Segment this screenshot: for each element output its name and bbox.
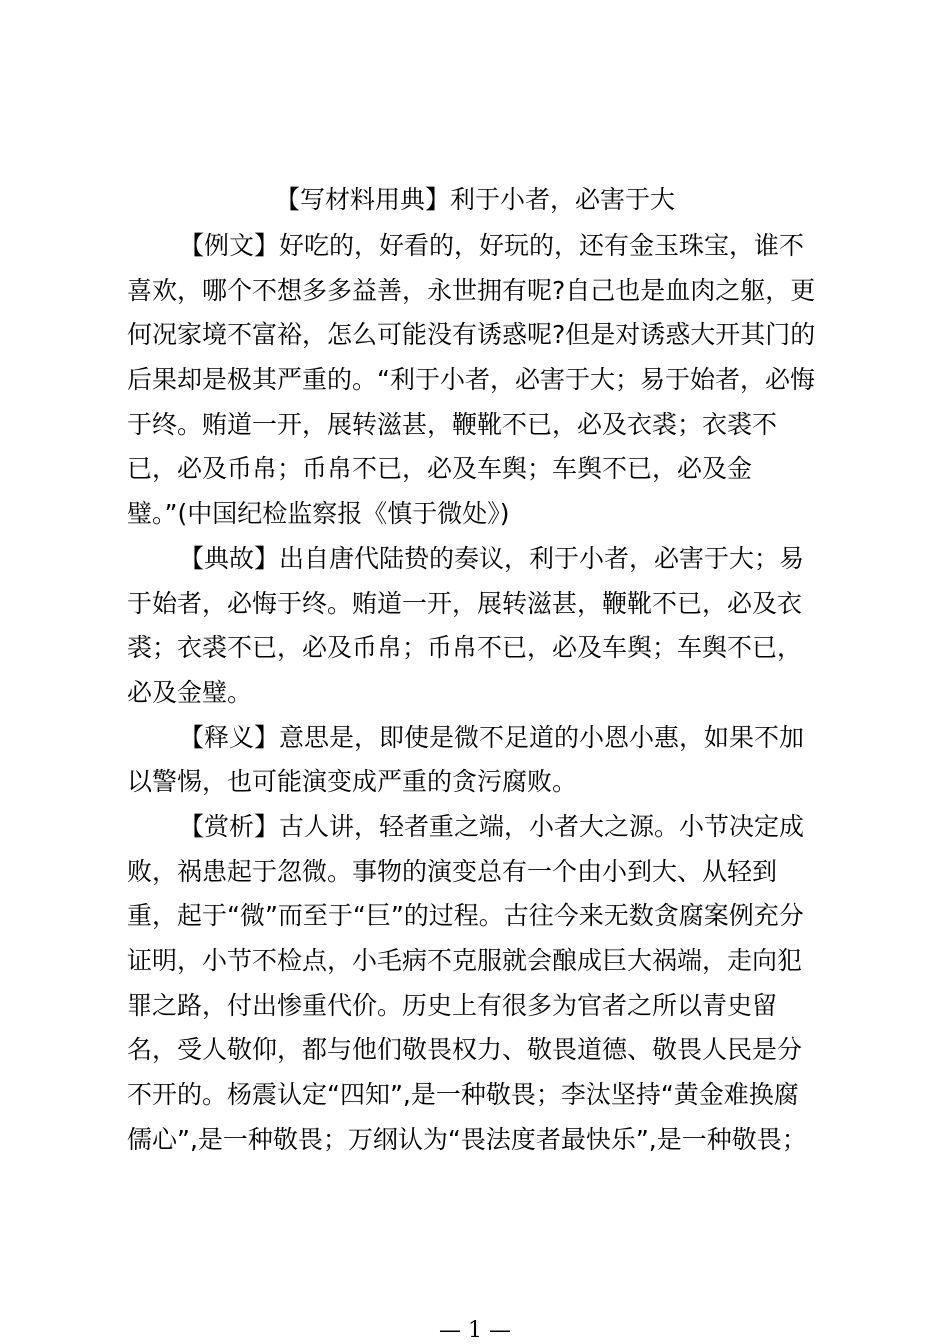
text-line: 喜欢，哪个不想多多益善，永世拥有呢?自己也是血肉之躯，更	[127, 275, 816, 305]
text-line: 证明，小节不检点，小毛病不克服就会酿成巨大祸端，走向犯	[127, 946, 803, 975]
text-line: 儒心”,是一种敬畏；万纲认为“畏法度者最快乐”,是一种敬畏；	[127, 1124, 807, 1154]
text-line: 重，起于“微”而至于“巨”的过程。古往今来无数贪腐案例充分	[127, 901, 804, 931]
text-line: 【赏析】古人讲，轻者重之端，小者大之源。小节决定成	[179, 811, 805, 841]
text-line: 【例文】好吃的，好看的，好玩的，还有金玉珠宝，谁不	[179, 231, 805, 260]
paragraph-appreciation	[127, 805, 827, 1163]
text-line: 裘；衣裘不已，必及币帛；币帛不已，必及车舆；车舆不已，	[127, 633, 803, 663]
text-line: 已，必及币帛；币帛不已，必及车舆；车舆不已，必及金	[127, 454, 753, 484]
text-line: 必及金璧。	[127, 677, 253, 707]
document-body	[127, 224, 827, 1162]
paragraph-allusion	[127, 537, 827, 716]
text-line: 【释义】意思是，即使是微不足道的小恩小惠，如果不加	[179, 722, 805, 752]
text-line: 不开的。杨震认定“四知”,是一种敬畏；李汰坚持“黄金难换腐	[127, 1080, 799, 1110]
paragraph-meaning	[127, 716, 827, 805]
text-line: 名，受人敬仰，都与他们敬畏权力、敬畏道德、敬畏人民是分	[127, 1035, 803, 1065]
text-line: 以警惕，也可能演变成严重的贪污腐败。	[127, 767, 578, 797]
text-line: 败，祸患起于忽微。事物的演变总有一个由小到大、从轻到	[127, 856, 778, 886]
text-line: 罪之路，付出惨重代价。历史上有很多为官者之所以青史留	[127, 990, 778, 1020]
paragraph-example	[127, 224, 827, 537]
text-line: 璧。”(中国纪检监察报《慎于微处》)	[127, 499, 510, 529]
text-line: 何况家境不富裕，怎么可能没有诱惑呢?但是对诱惑大开其门的	[127, 320, 816, 350]
text-line: 于始者，必悔于终。贿道一开，展转滋甚，鞭靴不已，必及衣	[127, 588, 803, 618]
text-line: 后果却是极其严重的。“利于小者，必害于大；易于始者，必悔	[127, 365, 815, 395]
page-number: — 1 —	[439, 1318, 511, 1343]
text-line: 【典故】出自唐代陆贽的奏议，利于小者，必害于大；易	[179, 543, 805, 573]
document-title: 【写材料用典】利于小者，必害于大	[274, 185, 675, 214]
text-line: 于终。贿道一开，展转滋甚，鞭靴不已，必及衣裘；衣裘不	[127, 409, 778, 439]
